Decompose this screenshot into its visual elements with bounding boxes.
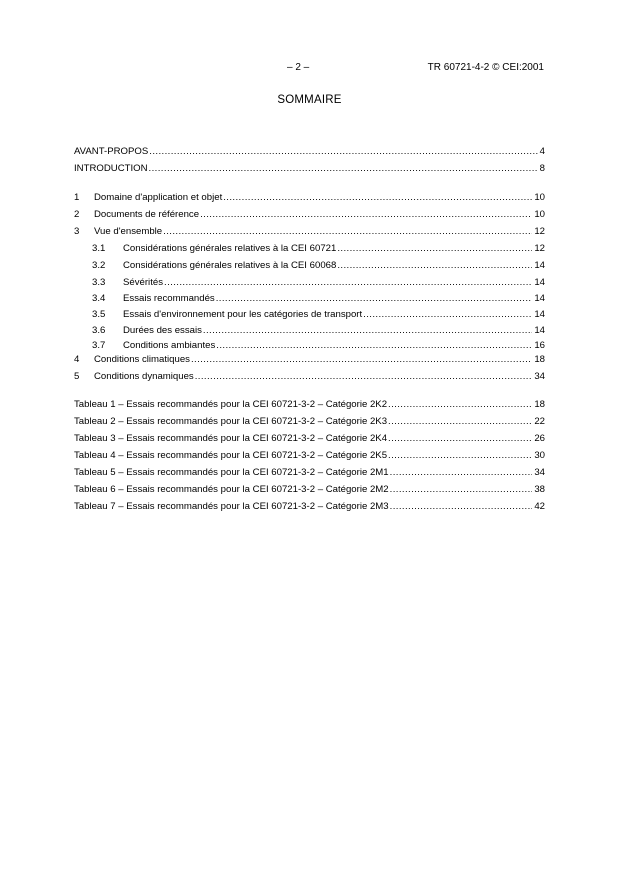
toc-entry-tableau-7[interactable] [74,500,545,514]
dot-leader [390,466,533,480]
toc-entry-title: Documents de référence [94,209,200,220]
toc-entry-title: Considérations générales relatives à la CEI 60068 [123,260,337,271]
toc-entry-title: Tableau 1 – Essais recommandés pour la CEI 60721-3-2 – Catégorie 2K2 [74,399,388,410]
toc-entry-introduction[interactable] [74,162,545,176]
toc-entry-title: Vue d'ensemble [94,226,163,237]
toc-entry-section-3[interactable] [74,225,545,239]
toc-entry-number: 3.2 [92,260,106,271]
dot-leader [149,162,538,176]
toc-entry-page: 30 [534,450,545,461]
toc-entry-title: Essais d'environnement pour les catégories de transport [123,309,363,320]
toc-entry-number: 2 [74,209,80,220]
toc-entry-page: 42 [534,501,545,512]
toc-entry-section-1[interactable] [74,191,545,205]
toc-entry-title: Durées des essais [123,325,202,336]
toc-entry-tableau-1[interactable] [74,398,545,412]
toc-entry-page: 10 [534,209,545,220]
toc-entry-title: Conditions climatiques [94,354,190,365]
toc-entry-page: 12 [534,243,545,254]
toc-entry-section-3-6[interactable] [92,324,545,338]
toc-entry-number: 3.1 [92,243,106,254]
toc-entry-section-5[interactable] [74,370,545,384]
dot-leader [388,415,532,429]
dot-leader [191,353,532,367]
toc-entry-number: 3.4 [92,293,106,304]
toc-entry-page: 26 [534,433,545,444]
toc-entry-page: 4 [539,146,545,157]
toc-entry-number: 5 [74,371,80,382]
toc-entry-page: 10 [534,192,545,203]
toc-entry-page: 22 [534,416,545,427]
toc-entry-section-3-3[interactable] [92,276,545,290]
dot-leader [200,208,532,222]
dot-leader [216,339,532,353]
toc-entry-number: 3.3 [92,277,106,288]
toc-entry-number: 3.6 [92,325,106,336]
toc-entry-page: 38 [534,484,545,495]
toc-entry-title: Tableau 7 – Essais recommandés pour la CEI 60721-3-2 – Catégorie 2M3 [74,501,389,512]
toc-entry-number: 3 [74,226,80,237]
toc-entry-tableau-2[interactable] [74,415,545,429]
dot-leader [203,324,532,338]
toc-entry-page: 16 [534,340,545,351]
toc-entry-title: Conditions ambiantes [123,340,216,351]
toc-entry-page: 14 [534,260,545,271]
toc-entry-title: Tableau 2 – Essais recommandés pour la CEI 60721-3-2 – Catégorie 2K3 [74,416,388,427]
dot-leader [388,398,532,412]
dot-leader [337,242,532,256]
toc-entry-section-3-5[interactable] [92,308,545,322]
toc-entry-page: 14 [534,277,545,288]
dot-leader [223,191,532,205]
toc-title: SOMMAIRE [277,94,342,106]
dot-leader [388,432,532,446]
toc-entry-number: 3.7 [92,340,106,351]
toc-entry-tableau-6[interactable] [74,483,545,497]
toc-entry-number: 3.5 [92,309,106,320]
dot-leader [195,370,533,384]
toc-entry-page: 14 [534,293,545,304]
toc-entry-page: 18 [534,399,545,410]
toc-entry-tableau-4[interactable] [74,449,545,463]
toc-entry-title: Tableau 6 – Essais recommandés pour la CEI 60721-3-2 – Catégorie 2M2 [74,484,389,495]
toc-entry-section-3-2[interactable] [92,259,545,273]
dot-leader [337,259,532,273]
toc-entry-title: Essais recommandés [123,293,215,304]
dot-leader [216,292,533,306]
table-of-contents [74,0,545,877]
toc-entry-number: 4 [74,354,80,365]
toc-entry-page: 18 [534,354,545,365]
toc-entry-page: 14 [534,309,545,320]
dot-leader [390,500,533,514]
toc-entry-title: Domaine d'application et objet [94,192,223,203]
toc-entry-page: 14 [534,325,545,336]
dot-leader [149,145,537,159]
toc-entry-title: Considérations générales relatives à la CEI 60721 [123,243,337,254]
dot-leader [363,308,532,322]
toc-entry-page: 12 [534,226,545,237]
dot-leader [388,449,532,463]
toc-entry-avant-propos[interactable] [74,145,545,159]
toc-entry-title: INTRODUCTION [74,163,148,174]
toc-entry-section-3-7[interactable] [92,339,545,353]
toc-entry-number: 1 [74,192,80,203]
toc-entry-title: Tableau 3 – Essais recommandés pour la CEI 60721-3-2 – Catégorie 2K4 [74,433,388,444]
toc-entry-title: Sévérités [123,277,163,288]
toc-entry-title: Tableau 4 – Essais recommandés pour la CEI 60721-3-2 – Catégorie 2K5 [74,450,388,461]
toc-entry-page: 34 [534,467,545,478]
toc-entry-title: Conditions dynamiques [94,371,194,382]
page-number: – 2 – [287,62,310,73]
toc-entry-section-3-1[interactable] [92,242,545,256]
toc-entry-page: 34 [534,371,545,382]
toc-entry-section-2[interactable] [74,208,545,222]
document-reference: TR 60721-4-2 © CEI:2001 [427,62,544,73]
toc-entry-page: 8 [539,163,545,174]
toc-entry-title: Tableau 5 – Essais recommandés pour la CEI 60721-3-2 – Catégorie 2M1 [74,467,389,478]
toc-entry-section-4[interactable] [74,353,545,367]
toc-entry-tableau-3[interactable] [74,432,545,446]
dot-leader [164,276,532,290]
toc-entry-section-3-4[interactable] [92,292,545,306]
dot-leader [390,483,533,497]
dot-leader [163,225,532,239]
toc-entry-title: AVANT-PROPOS [74,146,149,157]
toc-entry-tableau-5[interactable] [74,466,545,480]
